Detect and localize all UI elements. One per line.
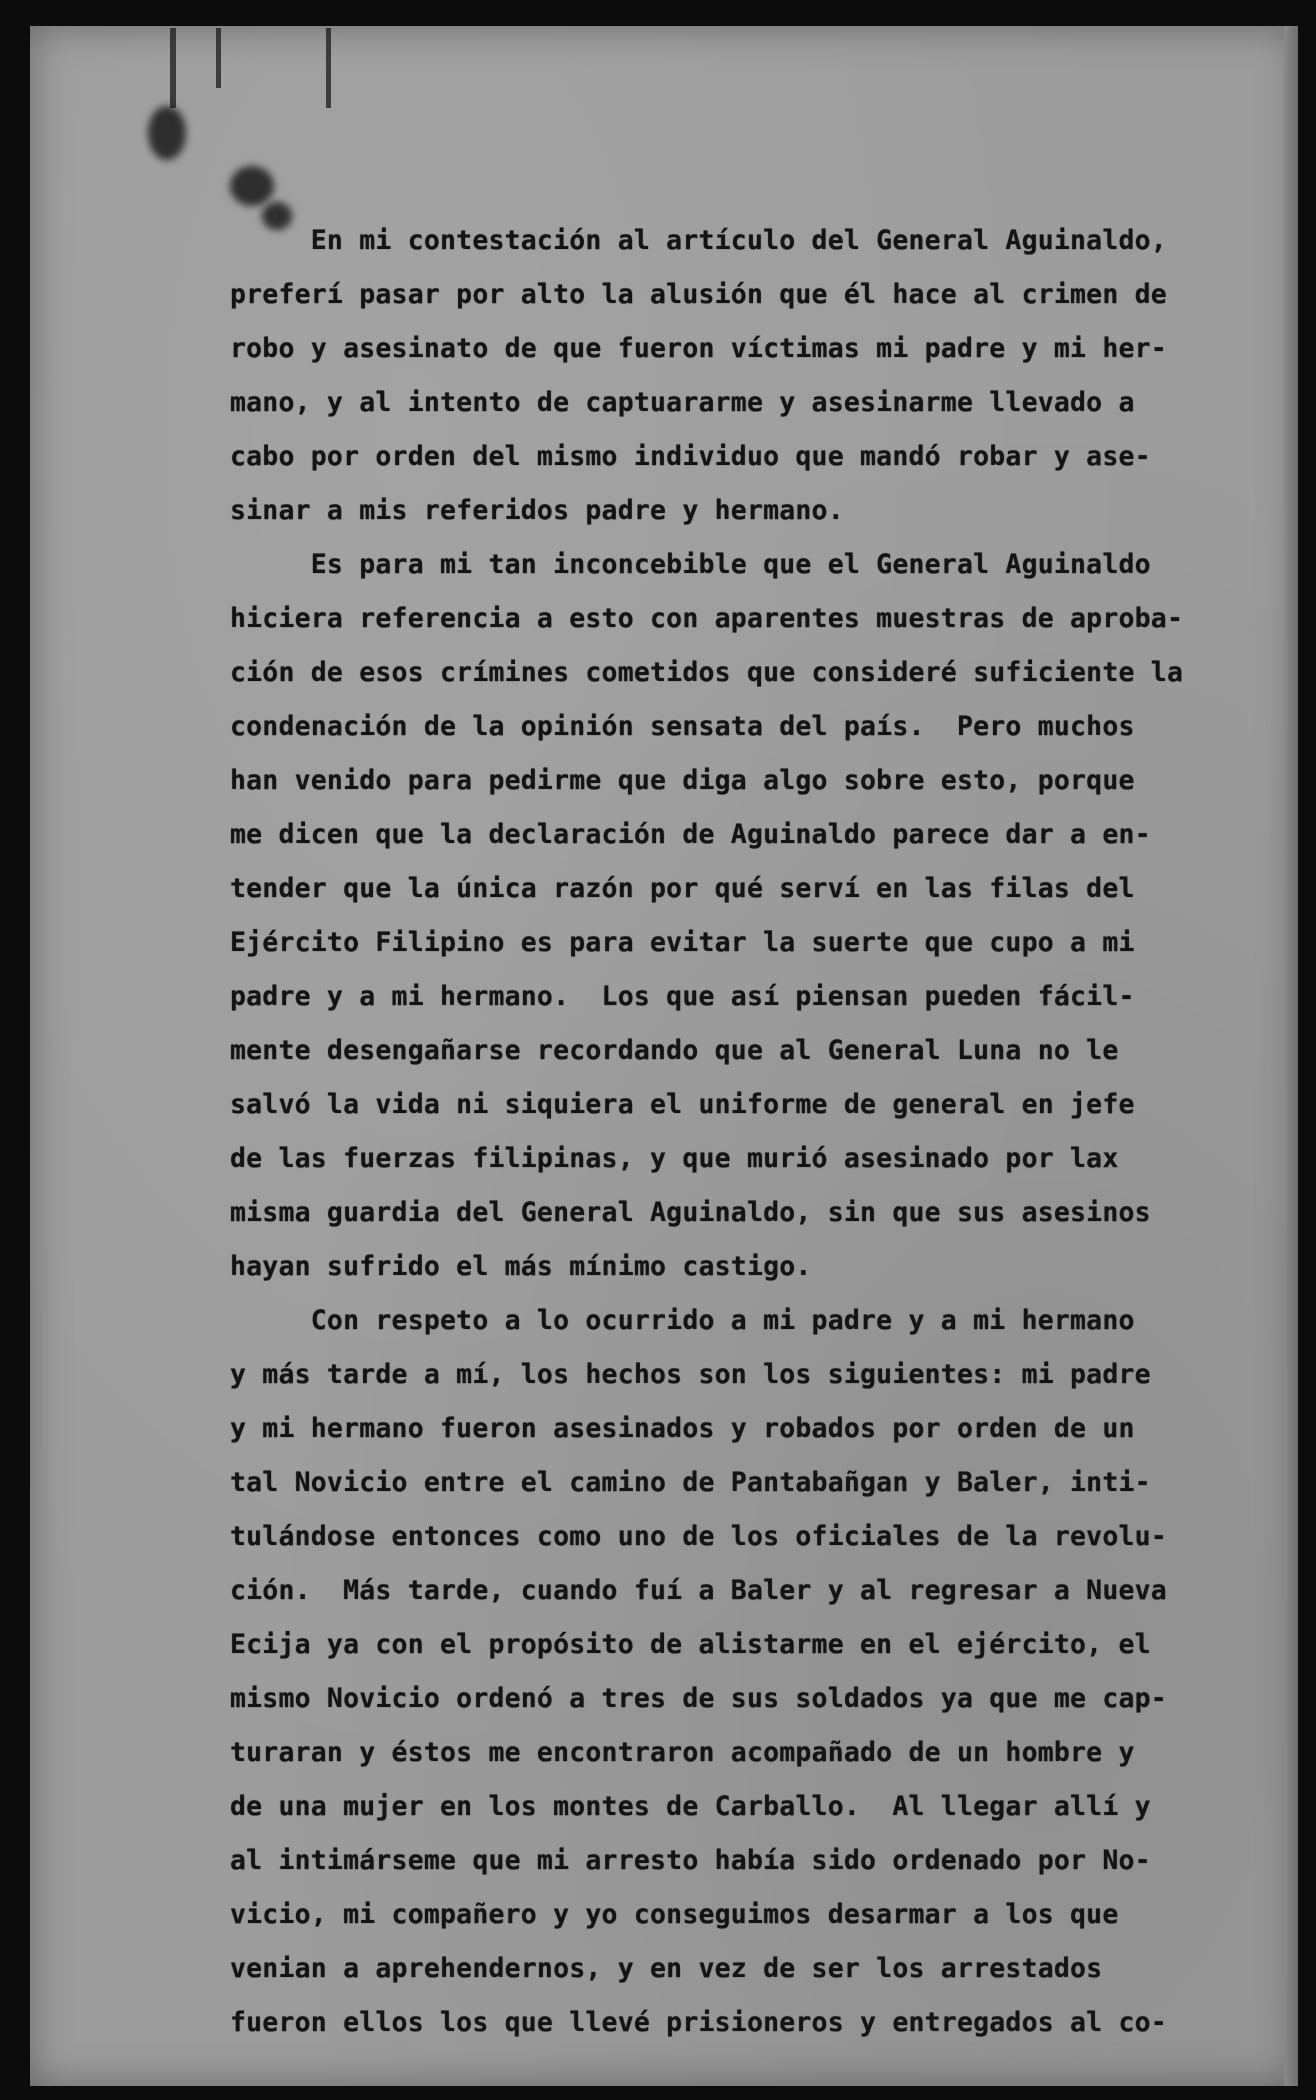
text-line: mismo Novicio ordenó a tres de sus soldados ya que me cap- — [230, 1683, 1167, 1714]
text-line: ción de esos crímines cometidos que consideré suficiente la — [230, 657, 1184, 688]
text-line: condenación de la opinión sensata del país. Pero muchos — [230, 711, 1135, 742]
text-line: cabo por orden del mismo individuo que mandó robar y ase- — [230, 441, 1151, 472]
text-line: al intimárseme que mi arresto había sido ordenado por No- — [230, 1845, 1151, 1876]
text-line: En mi contestación al artículo del General Aguinaldo, — [230, 225, 1167, 256]
text-line: de las fuerzas filipinas, y que murió asesinado por lax — [230, 1143, 1119, 1174]
text-line: Ejército Filipino es para evitar la suerte que cupo a mi — [230, 927, 1135, 958]
text-line: y mi hermano fueron asesinados y robados por orden de un — [230, 1413, 1135, 1444]
text-line: padre y a mi hermano. Los que así piensan pueden fácil- — [230, 981, 1135, 1012]
text-line: venian a aprehendernos, y en vez de ser los arrestados — [230, 1953, 1103, 1984]
text-line: mano, y al intento de captuararme y asesinarme llevado a — [230, 387, 1135, 418]
ink-stain — [230, 166, 274, 206]
text-line: Ecija ya con el propósito de alistarme en el ejército, el — [230, 1629, 1151, 1660]
text-line: hayan sufrido el más mínimo castigo. — [230, 1251, 812, 1282]
text-line: han venido para pedirme que diga algo sobre esto, porque — [230, 765, 1135, 796]
binding-mark — [170, 28, 331, 108]
text-line: Con respeto a lo ocurrido a mi padre y a mi hermano — [230, 1305, 1135, 1336]
text-line: hiciera referencia a esto con aparentes muestras de aproba- — [230, 603, 1184, 634]
text-line: mente desengañarse recordando que al General Luna no le — [230, 1035, 1119, 1066]
text-line: misma guardia del General Aguinaldo, sin que sus asesinos — [230, 1197, 1151, 1228]
text-line: robo y asesinato de que fueron víctimas mi padre y mi her- — [230, 333, 1167, 364]
text-line: sinar a mis referidos padre y hermano. — [230, 495, 844, 526]
text-line: Es para mi tan inconcebible que el General Aguinaldo — [230, 549, 1151, 580]
text-line: fueron ellos los que llevé prisioneros y entregados al co- — [230, 2007, 1167, 2038]
typewritten-page — [30, 26, 1298, 2086]
text-line: tender que la única razón por qué serví en las filas del — [230, 873, 1135, 904]
text-line: salvó la vida ni siquiera el uniforme de general en jefe — [230, 1089, 1135, 1120]
letter-body — [230, 214, 1190, 2050]
text-line: tal Novicio entre el camino de Pantabañgan y Baler, inti- — [230, 1467, 1151, 1498]
text-line: vicio, mi compañero y yo conseguimos desarmar a los que — [230, 1899, 1119, 1930]
text-line: de una mujer en los montes de Carballo. Al llegar allí y — [230, 1791, 1151, 1822]
text-line: preferí pasar por alto la alusión que él hace al crimen de — [230, 279, 1167, 310]
ink-stain — [148, 106, 186, 160]
text-line: turaran y éstos me encontraron acompañado de un hombre y — [230, 1737, 1135, 1768]
text-line: me dicen que la declaración de Aguinaldo parece dar a en- — [230, 819, 1151, 850]
page-edge — [1284, 26, 1298, 2086]
text-line: tulándose entonces como uno de los oficiales de la revolu- — [230, 1521, 1167, 1552]
text-line: ción. Más tarde, cuando fuí a Baler y al regresar a Nueva — [230, 1575, 1167, 1606]
text-line: y más tarde a mí, los hechos son los siguientes: mi padre — [230, 1359, 1151, 1390]
